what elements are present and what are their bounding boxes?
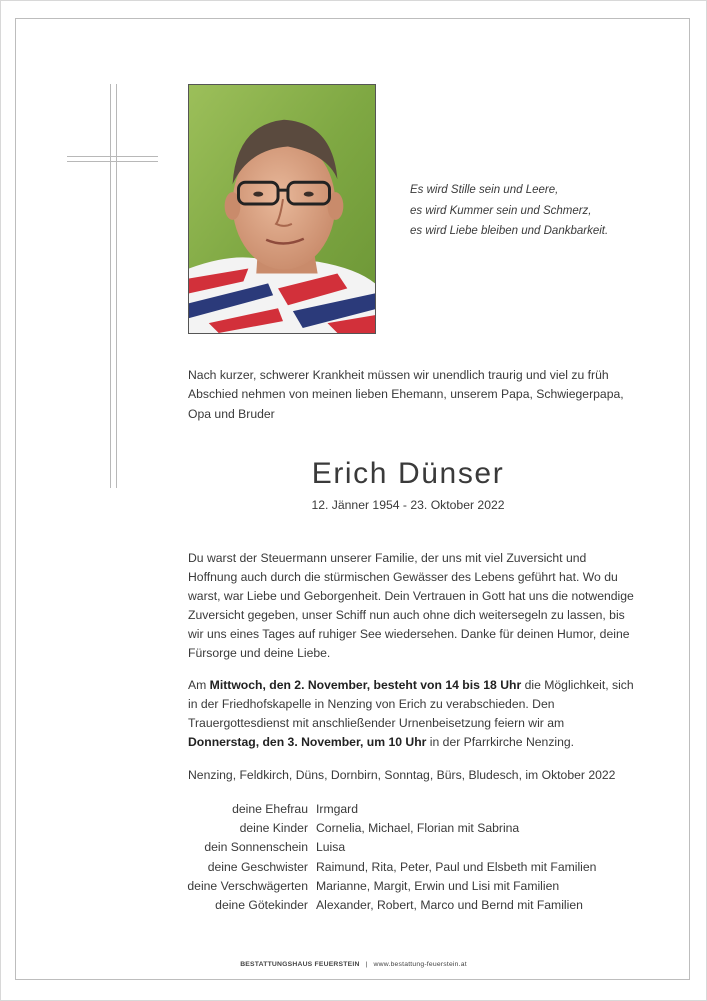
cross-icon-horizontal — [67, 156, 158, 162]
footer — [0, 961, 707, 968]
footer-url[interactable]: www.bestattung-feuerstein.at — [373, 961, 467, 968]
portrait-image — [189, 85, 375, 333]
portrait-photo — [188, 84, 376, 334]
service-text: Am — [188, 678, 210, 692]
family-members: Marianne, Margit, Erwin und Lisi mit Familien — [316, 878, 560, 893]
poem-line: es wird Kummer sein und Schmerz, — [410, 204, 592, 217]
family-relation: deine Geschwister — [207, 859, 308, 874]
service-viewing-time: Mittwoch, den 2. November, besteht von 14 bis 18 Uhr — [209, 678, 522, 692]
family-row — [168, 877, 596, 896]
family-relation: deine Verschwägerten — [187, 878, 308, 893]
service-text: die Möglichkeit, sich in der Friedhofskapelle in Nenzing von Erich zu verabschieden. Den Trauergottesdienst mit anschließender Urnenbeisetzung feiern wir am — [188, 678, 634, 731]
family-members: Raimund, Rita, Peter, Paul und Elsbeth mit Familien — [316, 859, 597, 874]
service-text: in der Pfarrkirche Nenzing. — [426, 735, 575, 750]
footer-brand: BESTATTUNGSHAUS FEUERSTEIN — [240, 961, 360, 968]
family-list — [168, 800, 596, 915]
family-row — [168, 800, 596, 819]
family-relation: dein Sonnenschein — [204, 840, 308, 855]
family-members: Cornelia, Michael, Florian mit Sabrina — [316, 821, 520, 836]
poem-line: es wird Liebe bleiben und Dankbarkeit. — [410, 225, 609, 237]
family-members: Luisa — [316, 840, 346, 855]
poem — [410, 180, 608, 242]
family-row — [168, 896, 596, 915]
service-paragraph — [188, 676, 636, 752]
cross-icon-vertical — [110, 84, 117, 488]
family-relation: deine Kinder — [239, 821, 308, 836]
family-row — [168, 858, 596, 877]
deceased-name: Erich Dünser — [311, 457, 505, 490]
family-relation: deine Götekinder — [215, 898, 308, 913]
family-row — [168, 819, 596, 838]
intro-paragraph: Nach kurzer, schwerer Krankheit müssen wir unendlich traurig und viel zu früh Abschied nehmen von meinen lieben Ehemann, unserem Papa, Schwiegerpapa, Opa und Bruder — [188, 368, 624, 421]
family-row — [168, 838, 596, 857]
family-members: Irmgard — [316, 802, 358, 816]
family-relation: deine Ehefrau — [232, 802, 308, 816]
service-mass-time: Donnerstag, den 3. November, um 10 Uhr — [188, 735, 427, 750]
life-dates: 12. Jänner 1954 - 23. Oktober 2022 — [311, 498, 505, 512]
poem-line: Es wird Stille sein und Leere, — [410, 184, 559, 196]
place-date-line: Nenzing, Feldkirch, Düns, Dornbirn, Sonntag, Bürs, Bludesch, im Oktober 2022 — [188, 768, 616, 782]
footer-separator: | — [365, 961, 368, 968]
tribute-paragraph: Du warst der Steuermann unserer Familie, der uns mit viel Zuversicht und Hoffnung auch durch die stürmischen Gewässer des Lebens geführt hat. Wo du warst, war Liebe und Geborgenheit. Dein Vertrauen in Gott hat uns die notwendige Zuversicht gegeben, unser Schiff nun auch ohne dich weitersegeln zu lassen, bis wir uns eines Tages auf ruhiger See wiedersehen. Danke für deinen Humor, deine Fürsorge und deine Liebe. — [188, 551, 634, 661]
family-members: Alexander, Robert, Marco und Bernd mit Familien — [316, 898, 583, 913]
